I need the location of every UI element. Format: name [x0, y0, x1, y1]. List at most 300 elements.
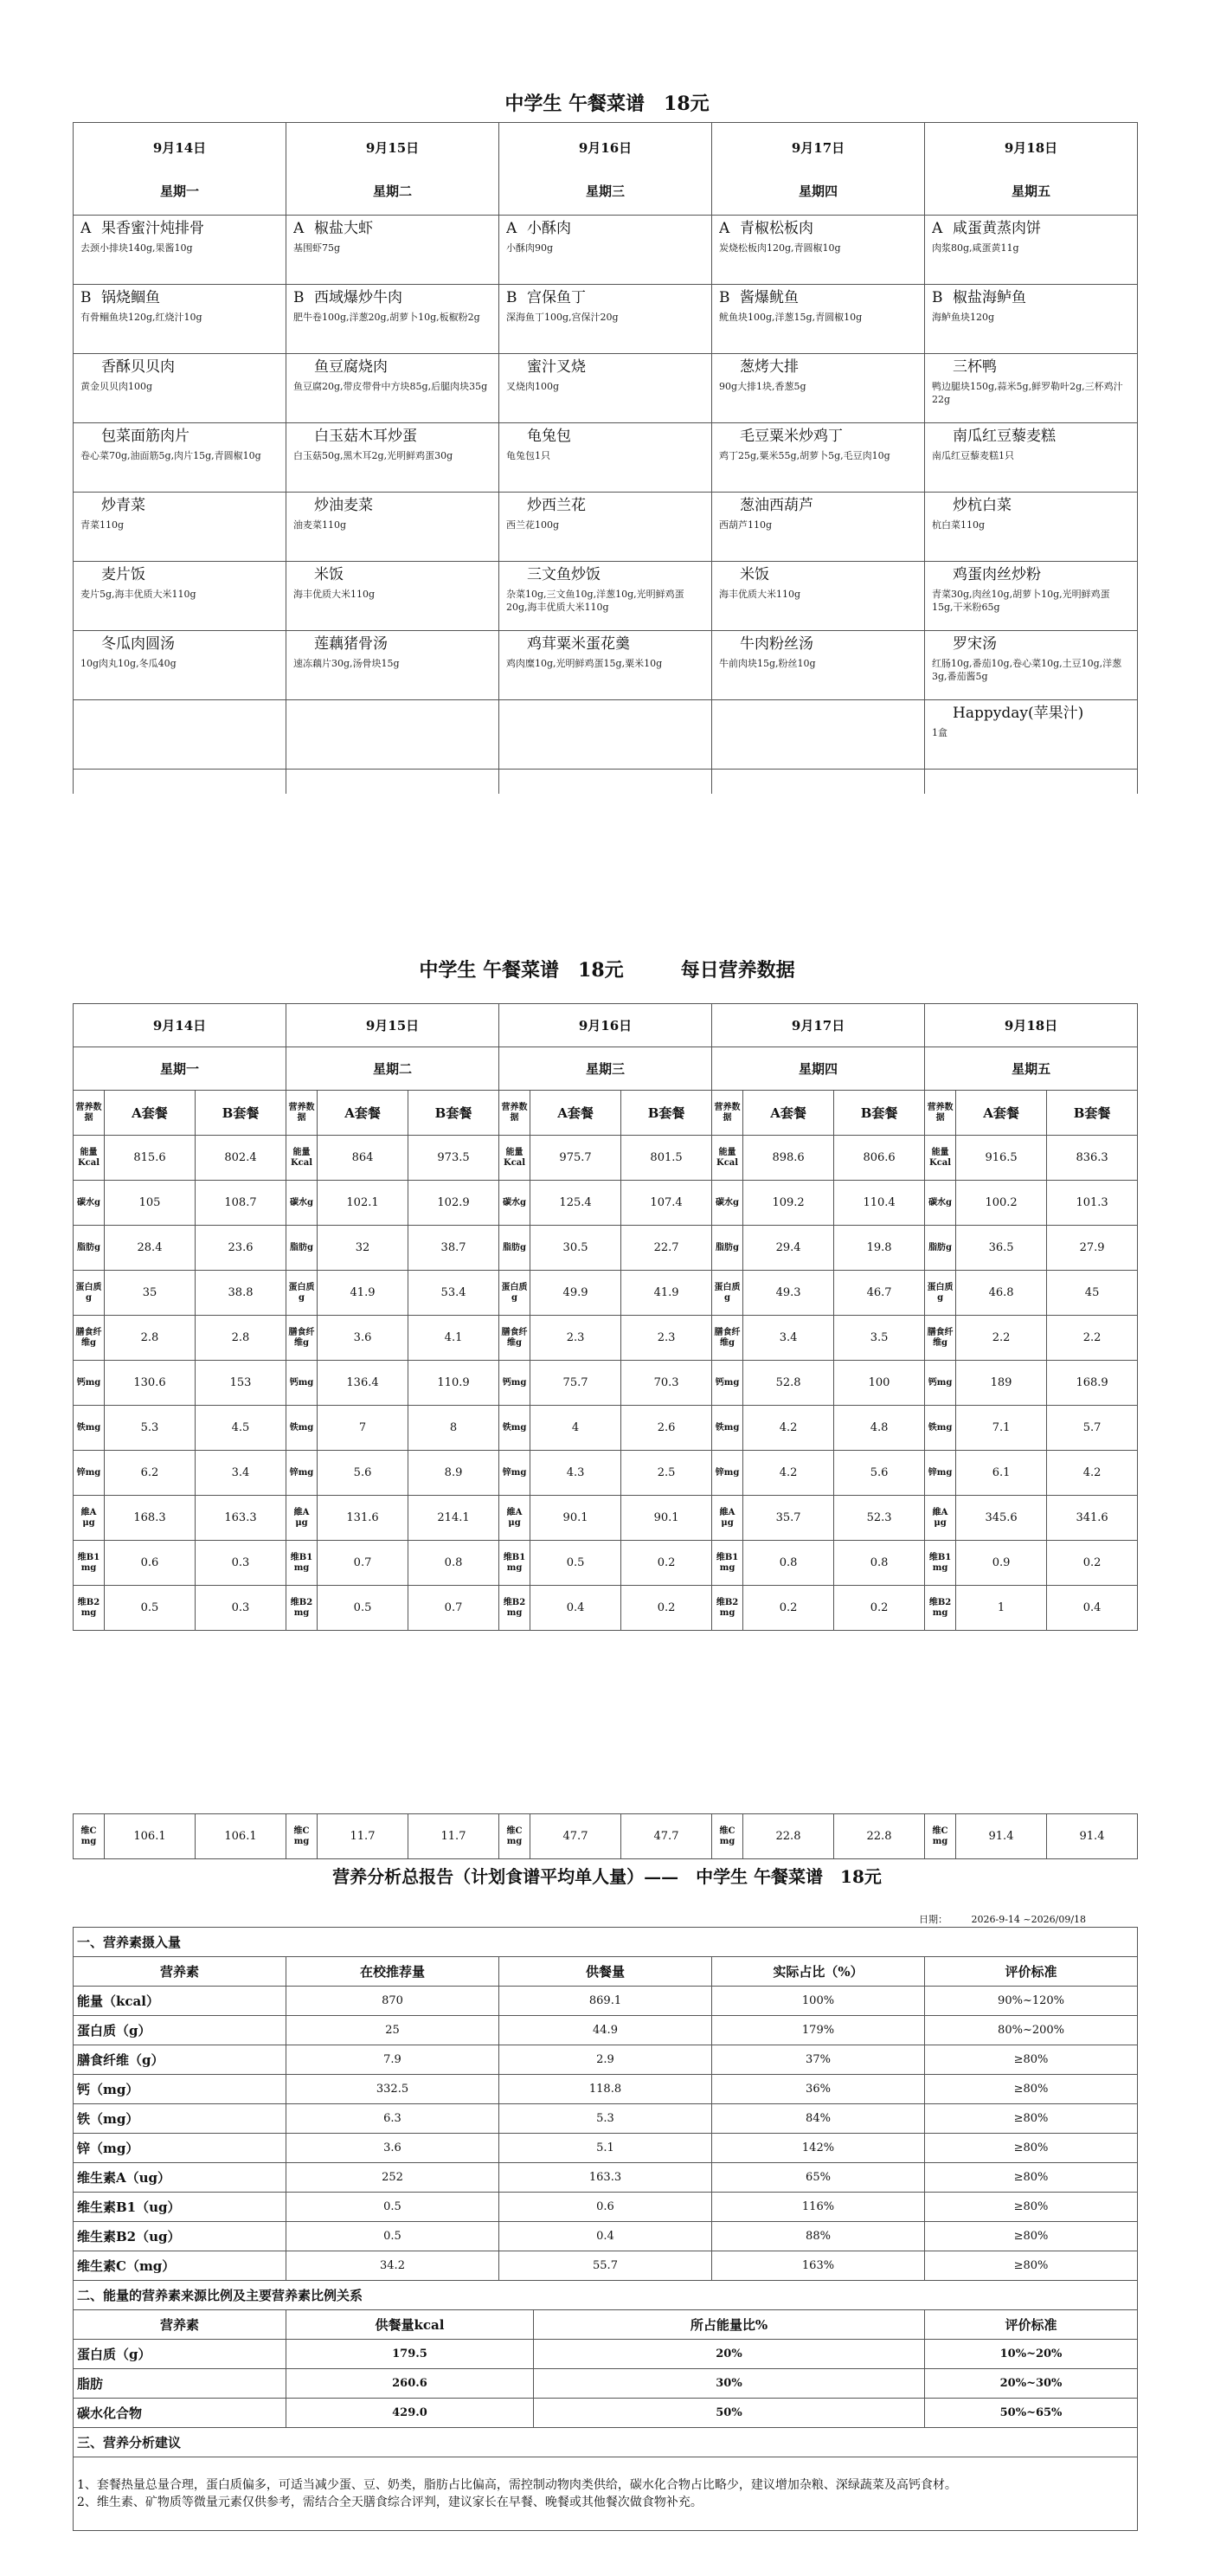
- report-value: 37%: [712, 2045, 925, 2075]
- dish-name: 葱油西葫芦: [740, 497, 813, 514]
- nutrient-label: 锌mg: [74, 1451, 105, 1496]
- nutrition-row: [74, 1226, 1138, 1271]
- set-a-value: 52.8: [743, 1361, 834, 1406]
- nutrient-label: 碳水g: [499, 1181, 530, 1226]
- nutrient-header: 营养数据: [712, 1091, 743, 1136]
- set-tag: A: [932, 220, 943, 237]
- dish-ingredients: 肥牛卷100g,洋葱20g,胡萝卜10g,板椒粉2g: [293, 312, 480, 323]
- nutrient-label: 膳食纤维g: [712, 1316, 743, 1361]
- report-value: 34.2: [286, 2251, 499, 2281]
- nutrient-header: 营养数据: [286, 1091, 318, 1136]
- set-a-header: A套餐: [743, 1091, 834, 1136]
- dish-name: 果香蜜汁炖排骨: [101, 220, 204, 237]
- menu-cell: [286, 700, 499, 770]
- set-b-value: 22.7: [621, 1226, 712, 1271]
- menu-header-row: [74, 123, 1138, 216]
- menu-cell: [286, 493, 499, 562]
- nutrient-label: 维B2 mg: [286, 1586, 318, 1631]
- nutrition-set-header-row: [74, 1091, 1138, 1136]
- report-value: 20%~30%: [925, 2369, 1138, 2399]
- dish-ingredients: 炭烧松板肉120g,青圆椒10g: [719, 242, 841, 254]
- dish-line: [506, 288, 704, 307]
- report-row: [74, 2045, 1138, 2075]
- section-heading: 二、能量的营养素来源比例及主要营养素比例关系: [74, 2281, 1138, 2310]
- dish-ingredients: 西葫芦110g: [719, 519, 773, 531]
- nutrient-label: 碳水g: [925, 1181, 956, 1226]
- menu-row: [74, 354, 1138, 423]
- set-a-value: 11.7: [318, 1814, 408, 1859]
- set-a-value: 4.2: [743, 1451, 834, 1496]
- dish-line: [719, 496, 917, 515]
- set-b-value: 100: [834, 1361, 925, 1406]
- menu-row: [74, 700, 1138, 770]
- report-value: 179.5: [286, 2340, 534, 2369]
- set-b-value: 101.3: [1047, 1181, 1138, 1226]
- set-b-value: 91.4: [1047, 1814, 1138, 1859]
- report-value: ≥80%: [925, 2193, 1138, 2222]
- menu-cell: [499, 700, 712, 770]
- nutrient-header: 营养数据: [499, 1091, 530, 1136]
- menu-cell: [286, 770, 499, 794]
- set-a-value: 36.5: [956, 1226, 1047, 1271]
- menu-title: 中学生 午餐菜谱 18元: [504, 93, 710, 115]
- report-row: [74, 2016, 1138, 2045]
- dish-line: [932, 219, 1130, 238]
- day-weekday: 星期二: [286, 1047, 499, 1091]
- nutrition-row: [74, 1136, 1138, 1181]
- nutrient-name: 维生素A（ug）: [74, 2163, 286, 2193]
- report-value: 116%: [712, 2193, 925, 2222]
- day-weekday: 星期二: [372, 184, 412, 199]
- menu-cell: [74, 700, 286, 770]
- dish-line: [932, 704, 1130, 723]
- report-row: [74, 2369, 1138, 2399]
- day-date: 9月17日: [712, 1004, 925, 1047]
- dish-ingredients: 1盒: [932, 727, 947, 738]
- menu-cell: [925, 631, 1138, 700]
- dish-line: [506, 565, 704, 584]
- nutrient-label: 脂肪g: [499, 1226, 530, 1271]
- dish-line: [293, 496, 491, 515]
- dish-ingredients: 卷心菜70g,油面筋5g,肉片15g,青圆椒10g: [80, 450, 261, 461]
- set-b-value: 8: [408, 1406, 499, 1451]
- set-b-header: B套餐: [621, 1091, 712, 1136]
- dish-ingredients: 鱼豆腐20g,带皮带骨中方块85g,后腿肉块35g: [293, 381, 488, 392]
- set-b-value: 4.2: [1047, 1451, 1138, 1496]
- nutrient-label: 蛋白质g: [712, 1271, 743, 1316]
- dish-ingredients: 油麦菜110g: [293, 519, 347, 531]
- nutrition-row: [74, 1406, 1138, 1451]
- report-row: [74, 2163, 1138, 2193]
- set-a-value: 75.7: [530, 1361, 621, 1406]
- report-value: 118.8: [499, 2075, 712, 2104]
- set-b-value: 108.7: [196, 1181, 286, 1226]
- set-b-value: 0.8: [408, 1541, 499, 1586]
- dish-ingredients: 青菜30g,肉丝10g,胡萝卜10g,光明鲜鸡蛋15g,干米粉65g: [932, 589, 1110, 613]
- set-a-value: 864: [318, 1136, 408, 1181]
- set-a-value: 3.4: [743, 1316, 834, 1361]
- report-value: 163.3: [499, 2163, 712, 2193]
- dish-line: [719, 565, 917, 584]
- set-b-value: 52.3: [834, 1496, 925, 1541]
- report-value: 20%: [534, 2340, 925, 2369]
- set-a-value: 345.6: [956, 1496, 1047, 1541]
- advice-1: 1、套餐热量总量合理，蛋白质偏多，可适当减少蛋、豆、奶类，脂肪占比偏高，需控制动物肉类供给，碳水化合物占比略少，建议增加杂粮、深绿蔬菜及高钙食材。: [77, 2478, 957, 2492]
- nutrient-label: 锌mg: [712, 1451, 743, 1496]
- report-row: [74, 2193, 1138, 2222]
- dish-line: [293, 288, 491, 307]
- day-date: 9月15日: [286, 1004, 499, 1047]
- set-b-value: 47.7: [621, 1814, 712, 1859]
- dish-line: [506, 704, 704, 723]
- report-row: [74, 2251, 1138, 2281]
- set-tag: A: [719, 220, 730, 237]
- dish-name: 锅烧鲴鱼: [101, 289, 160, 306]
- day-date: 9月15日: [365, 140, 420, 156]
- dish-name: 白玉菇木耳炒蛋: [314, 428, 417, 445]
- section-1-row: [74, 1928, 1138, 1957]
- set-a-value: 7: [318, 1406, 408, 1451]
- dish-ingredients: 黄金贝贝肉100g: [80, 381, 153, 392]
- menu-cell: [74, 562, 286, 631]
- menu-cell: [499, 562, 712, 631]
- dish-ingredients: 鸡肉糜10g,光明鲜鸡蛋15g,粟米10g: [506, 658, 663, 669]
- dish-name: 西域爆炒牛肉: [314, 289, 402, 306]
- report-header-row: [74, 2310, 1138, 2340]
- set-a-value: 32: [318, 1226, 408, 1271]
- menu-cell: [712, 631, 925, 700]
- report-value: ≥80%: [925, 2045, 1138, 2075]
- dish-name: 鱼豆腐烧肉: [314, 358, 388, 376]
- menu-cell: [925, 770, 1138, 794]
- report-value: 5.3: [499, 2104, 712, 2134]
- set-a-value: 0.8: [743, 1541, 834, 1586]
- day-header: [74, 123, 286, 216]
- set-a-header: A套餐: [105, 1091, 196, 1136]
- set-b-value: 0.2: [621, 1541, 712, 1586]
- set-a-value: 91.4: [956, 1814, 1047, 1859]
- dish-line: [293, 427, 491, 446]
- set-b-value: 107.4: [621, 1181, 712, 1226]
- menu-cell: [499, 493, 712, 562]
- report-title: 营养分析总报告（计划食谱平均单人量）—— 中学生 午餐菜谱 18元: [332, 1866, 882, 1887]
- set-b-value: 806.6: [834, 1136, 925, 1181]
- section-2-row: [74, 2281, 1138, 2310]
- set-a-value: 22.8: [743, 1814, 834, 1859]
- set-b-value: 4.5: [196, 1406, 286, 1451]
- set-b-value: 106.1: [196, 1814, 286, 1859]
- dish-name: 炒青菜: [101, 497, 145, 514]
- nutrient-label: 能量Kcal: [499, 1136, 530, 1181]
- set-a-value: 35.7: [743, 1496, 834, 1541]
- vitamin-c-table: [73, 1813, 1138, 1859]
- set-a-value: 2.3: [530, 1316, 621, 1361]
- set-b-value: 801.5: [621, 1136, 712, 1181]
- dish-line: [719, 427, 917, 446]
- report-value: 429.0: [286, 2399, 534, 2428]
- set-b-value: 0.3: [196, 1586, 286, 1631]
- dish-ingredients: 青菜110g: [80, 519, 125, 531]
- dish-name: 椒盐海鲈鱼: [953, 289, 1026, 306]
- menu-cell: [925, 285, 1138, 354]
- nutrient-label: 蛋白质g: [286, 1271, 318, 1316]
- set-b-value: 0.3: [196, 1541, 286, 1586]
- set-a-value: 106.1: [105, 1814, 196, 1859]
- report-value: 55.7: [499, 2251, 712, 2281]
- set-b-value: 163.3: [196, 1496, 286, 1541]
- nutrient-name: 维生素C（mg）: [74, 2251, 286, 2281]
- set-a-value: 130.6: [105, 1361, 196, 1406]
- dish-name: 龟兔包: [527, 428, 571, 445]
- report-value: 84%: [712, 2104, 925, 2134]
- set-a-value: 136.4: [318, 1361, 408, 1406]
- nutrition-row: [74, 1814, 1138, 1859]
- report-value: 869.1: [499, 1987, 712, 2016]
- menu-cell: [499, 631, 712, 700]
- dish-name: 蜜汁叉烧: [527, 358, 586, 376]
- set-b-value: 23.6: [196, 1226, 286, 1271]
- dish-name: 鸡蛋肉丝炒粉: [953, 566, 1041, 583]
- report-value: ≥80%: [925, 2163, 1138, 2193]
- advice-cell: [74, 2457, 1138, 2531]
- set-a-value: 815.6: [105, 1136, 196, 1181]
- dish-ingredients: 海鲈鱼块120g: [932, 312, 995, 323]
- nutrient-label: 维B2 mg: [712, 1586, 743, 1631]
- nutrient-label: 锌mg: [925, 1451, 956, 1496]
- report-value: 50%: [534, 2399, 925, 2428]
- set-a-value: 90.1: [530, 1496, 621, 1541]
- set-b-value: 153: [196, 1361, 286, 1406]
- report-value: 36%: [712, 2075, 925, 2104]
- dish-ingredients: 龟兔包1只: [506, 450, 550, 461]
- dish-name: Happyday(苹果汁): [953, 705, 1084, 722]
- dish-line: [293, 357, 491, 377]
- dish-name: 炒油麦菜: [314, 497, 373, 514]
- day-header: [925, 123, 1138, 216]
- dish-line: [719, 704, 917, 723]
- dish-ingredients: 叉烧肉100g: [506, 381, 560, 392]
- report-value: ≥80%: [925, 2251, 1138, 2281]
- set-b-value: 3.5: [834, 1316, 925, 1361]
- day-weekday: 星期五: [1011, 184, 1050, 199]
- dish-name: 鸡茸粟米蛋花羹: [527, 635, 630, 653]
- dish-line: [932, 496, 1130, 515]
- dish-ingredients: 鸭边腿块150g,蒜米5g,鲜罗勒叶2g,三杯鸡汁22g: [932, 381, 1123, 405]
- report-value: 0.4: [499, 2222, 712, 2251]
- set-b-value: 2.8: [196, 1316, 286, 1361]
- nutrient-label: 維A μg: [499, 1496, 530, 1541]
- report-value: ≥80%: [925, 2134, 1138, 2163]
- nutrient-label: 碳水g: [74, 1181, 105, 1226]
- dish-line: [932, 634, 1130, 654]
- set-a-value: 168.3: [105, 1496, 196, 1541]
- report-value: 0.5: [286, 2222, 499, 2251]
- dish-ingredients: 鱿鱼块100g,洋葱15g,青圆椒10g: [719, 312, 863, 323]
- set-a-value: 29.4: [743, 1226, 834, 1271]
- nutrient-label: 脂肪g: [712, 1226, 743, 1271]
- nutrient-label: 维C mg: [712, 1814, 743, 1859]
- dish-line: [506, 427, 704, 446]
- dish-line: [719, 634, 917, 654]
- column-header: 评价标准: [925, 1957, 1138, 1987]
- set-b-value: 27.9: [1047, 1226, 1138, 1271]
- set-b-value: 836.3: [1047, 1136, 1138, 1181]
- set-a-value: 131.6: [318, 1496, 408, 1541]
- dish-line: [293, 565, 491, 584]
- report-value: 332.5: [286, 2075, 499, 2104]
- set-a-value: 41.9: [318, 1271, 408, 1316]
- dish-ingredients: 杭白菜110g: [932, 519, 986, 531]
- nutrient-label: 維A μg: [712, 1496, 743, 1541]
- column-header: 在校推荐量: [286, 1957, 499, 1987]
- menu-cell: [925, 354, 1138, 423]
- report-value: 100%: [712, 1987, 925, 2016]
- dish-line: [932, 357, 1130, 377]
- menu-cell: [499, 285, 712, 354]
- menu-row: [74, 216, 1138, 285]
- column-header: 供餐量: [499, 1957, 712, 1987]
- set-tag: B: [293, 289, 305, 306]
- dish-line: [80, 357, 279, 377]
- nutrient-label: 蛋白质g: [499, 1271, 530, 1316]
- nutrition-row: [74, 1586, 1138, 1631]
- nutrient-label: 脂肪g: [286, 1226, 318, 1271]
- set-b-value: 41.9: [621, 1271, 712, 1316]
- menu-cell: [74, 354, 286, 423]
- set-a-value: 0.9: [956, 1541, 1047, 1586]
- dish-name: 冬瓜肉圆汤: [101, 635, 175, 653]
- nutrient-label: 维C mg: [286, 1814, 318, 1859]
- dish-ingredients: 鸡丁25g,粟米55g,胡萝卜5g,毛豆肉10g: [719, 450, 890, 461]
- set-b-value: 168.9: [1047, 1361, 1138, 1406]
- nutrient-name: 锌（mg）: [74, 2134, 286, 2163]
- dish-line: [719, 288, 917, 307]
- dish-ingredients: 小酥肉90g: [506, 242, 554, 254]
- report-date: 日期： 2026-9-14 ~2026/09/18: [919, 1914, 1087, 1925]
- set-b-value: 8.9: [408, 1451, 499, 1496]
- dish-name: 青椒松板肉: [740, 220, 813, 237]
- dish-name: 毛豆粟米炒鸡丁: [740, 428, 843, 445]
- set-a-value: 898.6: [743, 1136, 834, 1181]
- advice-row: [74, 2457, 1138, 2531]
- column-header: 所占能量比%: [534, 2310, 925, 2340]
- day-date: 9月18日: [925, 1004, 1138, 1047]
- menu-row: [74, 562, 1138, 631]
- nutrient-label: 锌mg: [286, 1451, 318, 1496]
- report-header-row: [74, 1957, 1138, 1987]
- set-a-value: 7.1: [956, 1406, 1047, 1451]
- dish-ingredients: 白玉菇50g,黑木耳2g,光明鲜鸡蛋30g: [293, 450, 453, 461]
- nutrient-label: 铁mg: [286, 1406, 318, 1451]
- set-b-value: 973.5: [408, 1136, 499, 1181]
- set-b-value: 38.7: [408, 1226, 499, 1271]
- set-a-value: 105: [105, 1181, 196, 1226]
- set-a-value: 975.7: [530, 1136, 621, 1181]
- set-a-value: 0.5: [318, 1586, 408, 1631]
- set-a-value: 4: [530, 1406, 621, 1451]
- dish-name: 炒杭白菜: [953, 497, 1012, 514]
- dish-ingredients: 海丰优质大米110g: [719, 589, 801, 600]
- report-row: [74, 2399, 1138, 2428]
- report-value: 252: [286, 2163, 499, 2193]
- column-header: 评价标准: [925, 2310, 1138, 2340]
- menu-cell: [712, 562, 925, 631]
- nutrient-label: 铁mg: [499, 1406, 530, 1451]
- menu-row: [74, 493, 1138, 562]
- section-3-row: [74, 2428, 1138, 2457]
- dish-name: 南瓜红豆藜麦糕: [953, 428, 1056, 445]
- report-table: [73, 1927, 1138, 2531]
- nutrient-label: 钙mg: [286, 1361, 318, 1406]
- menu-cell: [925, 423, 1138, 493]
- nutrient-label: 膳食纤维g: [925, 1316, 956, 1361]
- report-value: 3.6: [286, 2134, 499, 2163]
- report-row: [74, 1987, 1138, 2016]
- report-row: [74, 2340, 1138, 2369]
- nutrition-weekday-row: [74, 1047, 1138, 1091]
- set-b-value: 11.7: [408, 1814, 499, 1859]
- nutrient-label: 铁mg: [74, 1406, 105, 1451]
- day-weekday: 星期三: [585, 184, 625, 199]
- nutrient-label: 维B2 mg: [499, 1586, 530, 1631]
- set-b-value: 110.9: [408, 1361, 499, 1406]
- set-tag: A: [506, 220, 517, 237]
- day-header: [499, 123, 712, 216]
- set-b-value: 2.5: [621, 1451, 712, 1496]
- nutrition-row: [74, 1541, 1138, 1586]
- set-b-header: B套餐: [408, 1091, 499, 1136]
- report-row: [74, 2075, 1138, 2104]
- nutrition-row: [74, 1361, 1138, 1406]
- menu-cell: [925, 562, 1138, 631]
- column-header: 供餐量kcal: [286, 2310, 534, 2340]
- nutrient-label: 维C mg: [74, 1814, 105, 1859]
- dish-ingredients: 南瓜红豆藜麦糕1只: [932, 450, 1014, 461]
- dish-ingredients: 麦片5g,海丰优质大米110g: [80, 589, 196, 600]
- dish-name: 米饭: [314, 566, 344, 583]
- dish-name: 香酥贝贝肉: [101, 358, 175, 376]
- day-date: 9月16日: [578, 140, 633, 156]
- set-tag: A: [293, 220, 305, 237]
- nutrient-label: 维B2 mg: [925, 1586, 956, 1631]
- menu-table: [73, 122, 1138, 794]
- set-b-value: 0.7: [408, 1586, 499, 1631]
- nutrient-label: 能量Kcal: [286, 1136, 318, 1181]
- dish-line: [932, 565, 1130, 584]
- set-b-value: 46.7: [834, 1271, 925, 1316]
- set-b-value: 2.6: [621, 1406, 712, 1451]
- dish-line: [293, 704, 491, 723]
- dish-ingredients: 有骨鲴鱼块120g,红烧汁10g: [80, 312, 202, 323]
- set-a-value: 6.2: [105, 1451, 196, 1496]
- set-a-value: 0.6: [105, 1541, 196, 1586]
- set-a-value: 4.2: [743, 1406, 834, 1451]
- nutrient-label: 能量Kcal: [712, 1136, 743, 1181]
- report-row: [74, 2222, 1138, 2251]
- set-b-value: 2.2: [1047, 1316, 1138, 1361]
- nutrition-row: [74, 1496, 1138, 1541]
- menu-row: [74, 285, 1138, 354]
- set-b-value: 4.1: [408, 1316, 499, 1361]
- set-b-value: 102.9: [408, 1181, 499, 1226]
- nutrient-name: 维生素B1（ug）: [74, 2193, 286, 2222]
- dish-ingredients: 红肠10g,番茄10g,卷心菜10g,土豆10g,洋葱3g,番茄酱5g: [932, 658, 1122, 682]
- dish-name: 三文鱼炒饭: [527, 566, 601, 583]
- set-b-value: 5.6: [834, 1451, 925, 1496]
- dish-ingredients: 海丰优质大米110g: [293, 589, 376, 600]
- nutrient-label: 碳水g: [712, 1181, 743, 1226]
- dish-name: 小酥肉: [527, 220, 571, 237]
